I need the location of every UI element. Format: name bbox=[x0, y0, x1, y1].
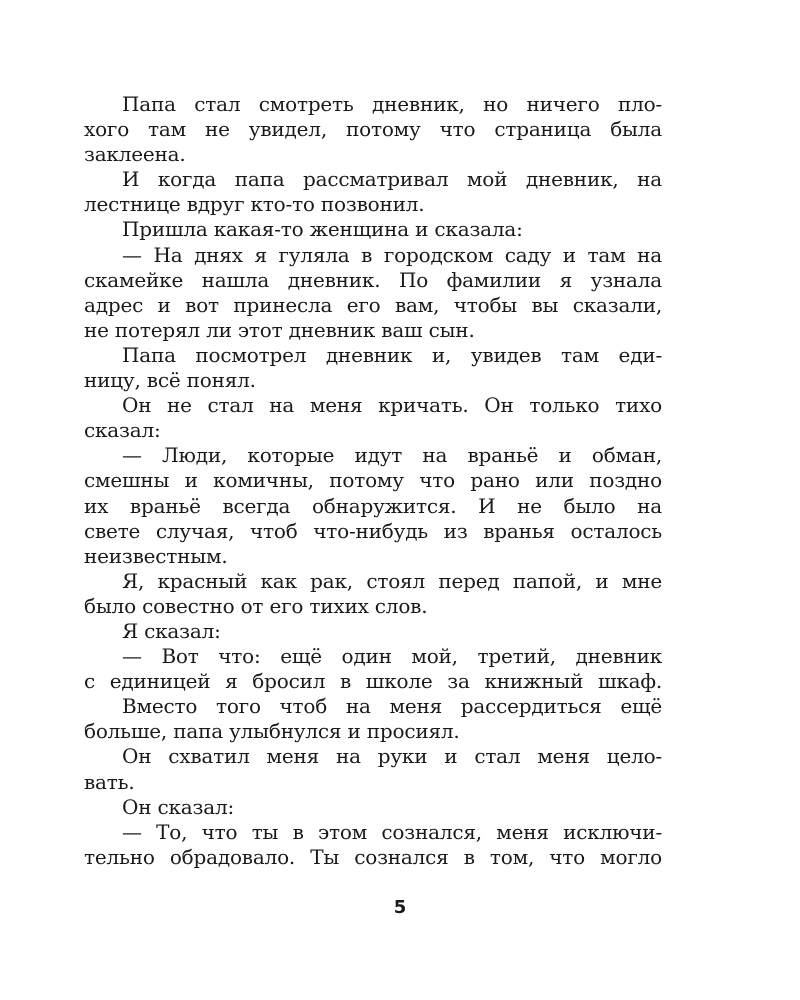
text-line: Я, красный как рак, стоял перед папой, и мне bbox=[122, 568, 662, 593]
text-line: не потерял ли этот дневник ваш сын. bbox=[84, 317, 475, 342]
text-line: вать. bbox=[84, 769, 135, 794]
text-line: сказал: bbox=[84, 418, 161, 443]
text-line: — На днях я гуляла в городском саду и там на bbox=[122, 242, 662, 267]
text-line: ницу, всё понял. bbox=[84, 368, 256, 393]
text-line: хого там не увидел, потому что страница была bbox=[84, 117, 662, 142]
text-line: лестнице вдруг кто-то позвонил. bbox=[84, 192, 425, 217]
page-number: 5 bbox=[393, 897, 407, 918]
text-line: Папа стал смотреть дневник, но ничего пло- bbox=[122, 92, 662, 116]
text-line: больше, папа улыбнулся и просиял. bbox=[84, 719, 460, 744]
text-line: Пришла какая-то женщина и сказала: bbox=[122, 217, 523, 242]
text-line: Папа посмотрел дневник и, увидев там еди- bbox=[122, 342, 662, 367]
text-line: адрес и вот принесла его вам, чтобы вы сказали, bbox=[84, 292, 662, 317]
text-line: было совестно от его тихих слов. bbox=[84, 593, 428, 618]
text-line: неизвестным. bbox=[84, 543, 228, 568]
text-line: скамейке нашла дневник. По фамилии я узнала bbox=[84, 267, 662, 292]
text-line: заклеена. bbox=[84, 142, 186, 167]
text-line: — То, что ты в этом сознался, меня исключи- bbox=[122, 819, 662, 844]
text-line: тельно обрадовало. Ты сознался в том, что могло bbox=[84, 844, 662, 869]
text-line: Вместо того чтоб на меня рассердиться ещё bbox=[122, 694, 662, 719]
text-line: с единицей я бросил в школе за книжный шкаф. bbox=[84, 669, 662, 694]
text-line: И когда папа рассматривал мой дневник, на bbox=[122, 167, 662, 192]
text-line: их враньё всегда обнаружится. И не было на bbox=[84, 493, 662, 518]
text-line: Он не стал на меня кричать. Он только тихо bbox=[122, 393, 662, 418]
text-line: Он сказал: bbox=[122, 794, 234, 819]
text-line: Он схватил меня на руки и стал меня цело- bbox=[122, 744, 662, 769]
text-line: Я сказал: bbox=[122, 618, 221, 643]
text-line: — Люди, которые идут на враньё и обман, bbox=[122, 443, 662, 468]
text-line: — Вот что: ещё один мой, третий, дневник bbox=[122, 644, 662, 669]
page-body-text bbox=[84, 92, 662, 870]
text-line: смешны и комичны, потому что рано или поздно bbox=[84, 468, 662, 493]
text-line: свете случая, чтоб что-нибудь из вранья осталось bbox=[84, 518, 662, 543]
